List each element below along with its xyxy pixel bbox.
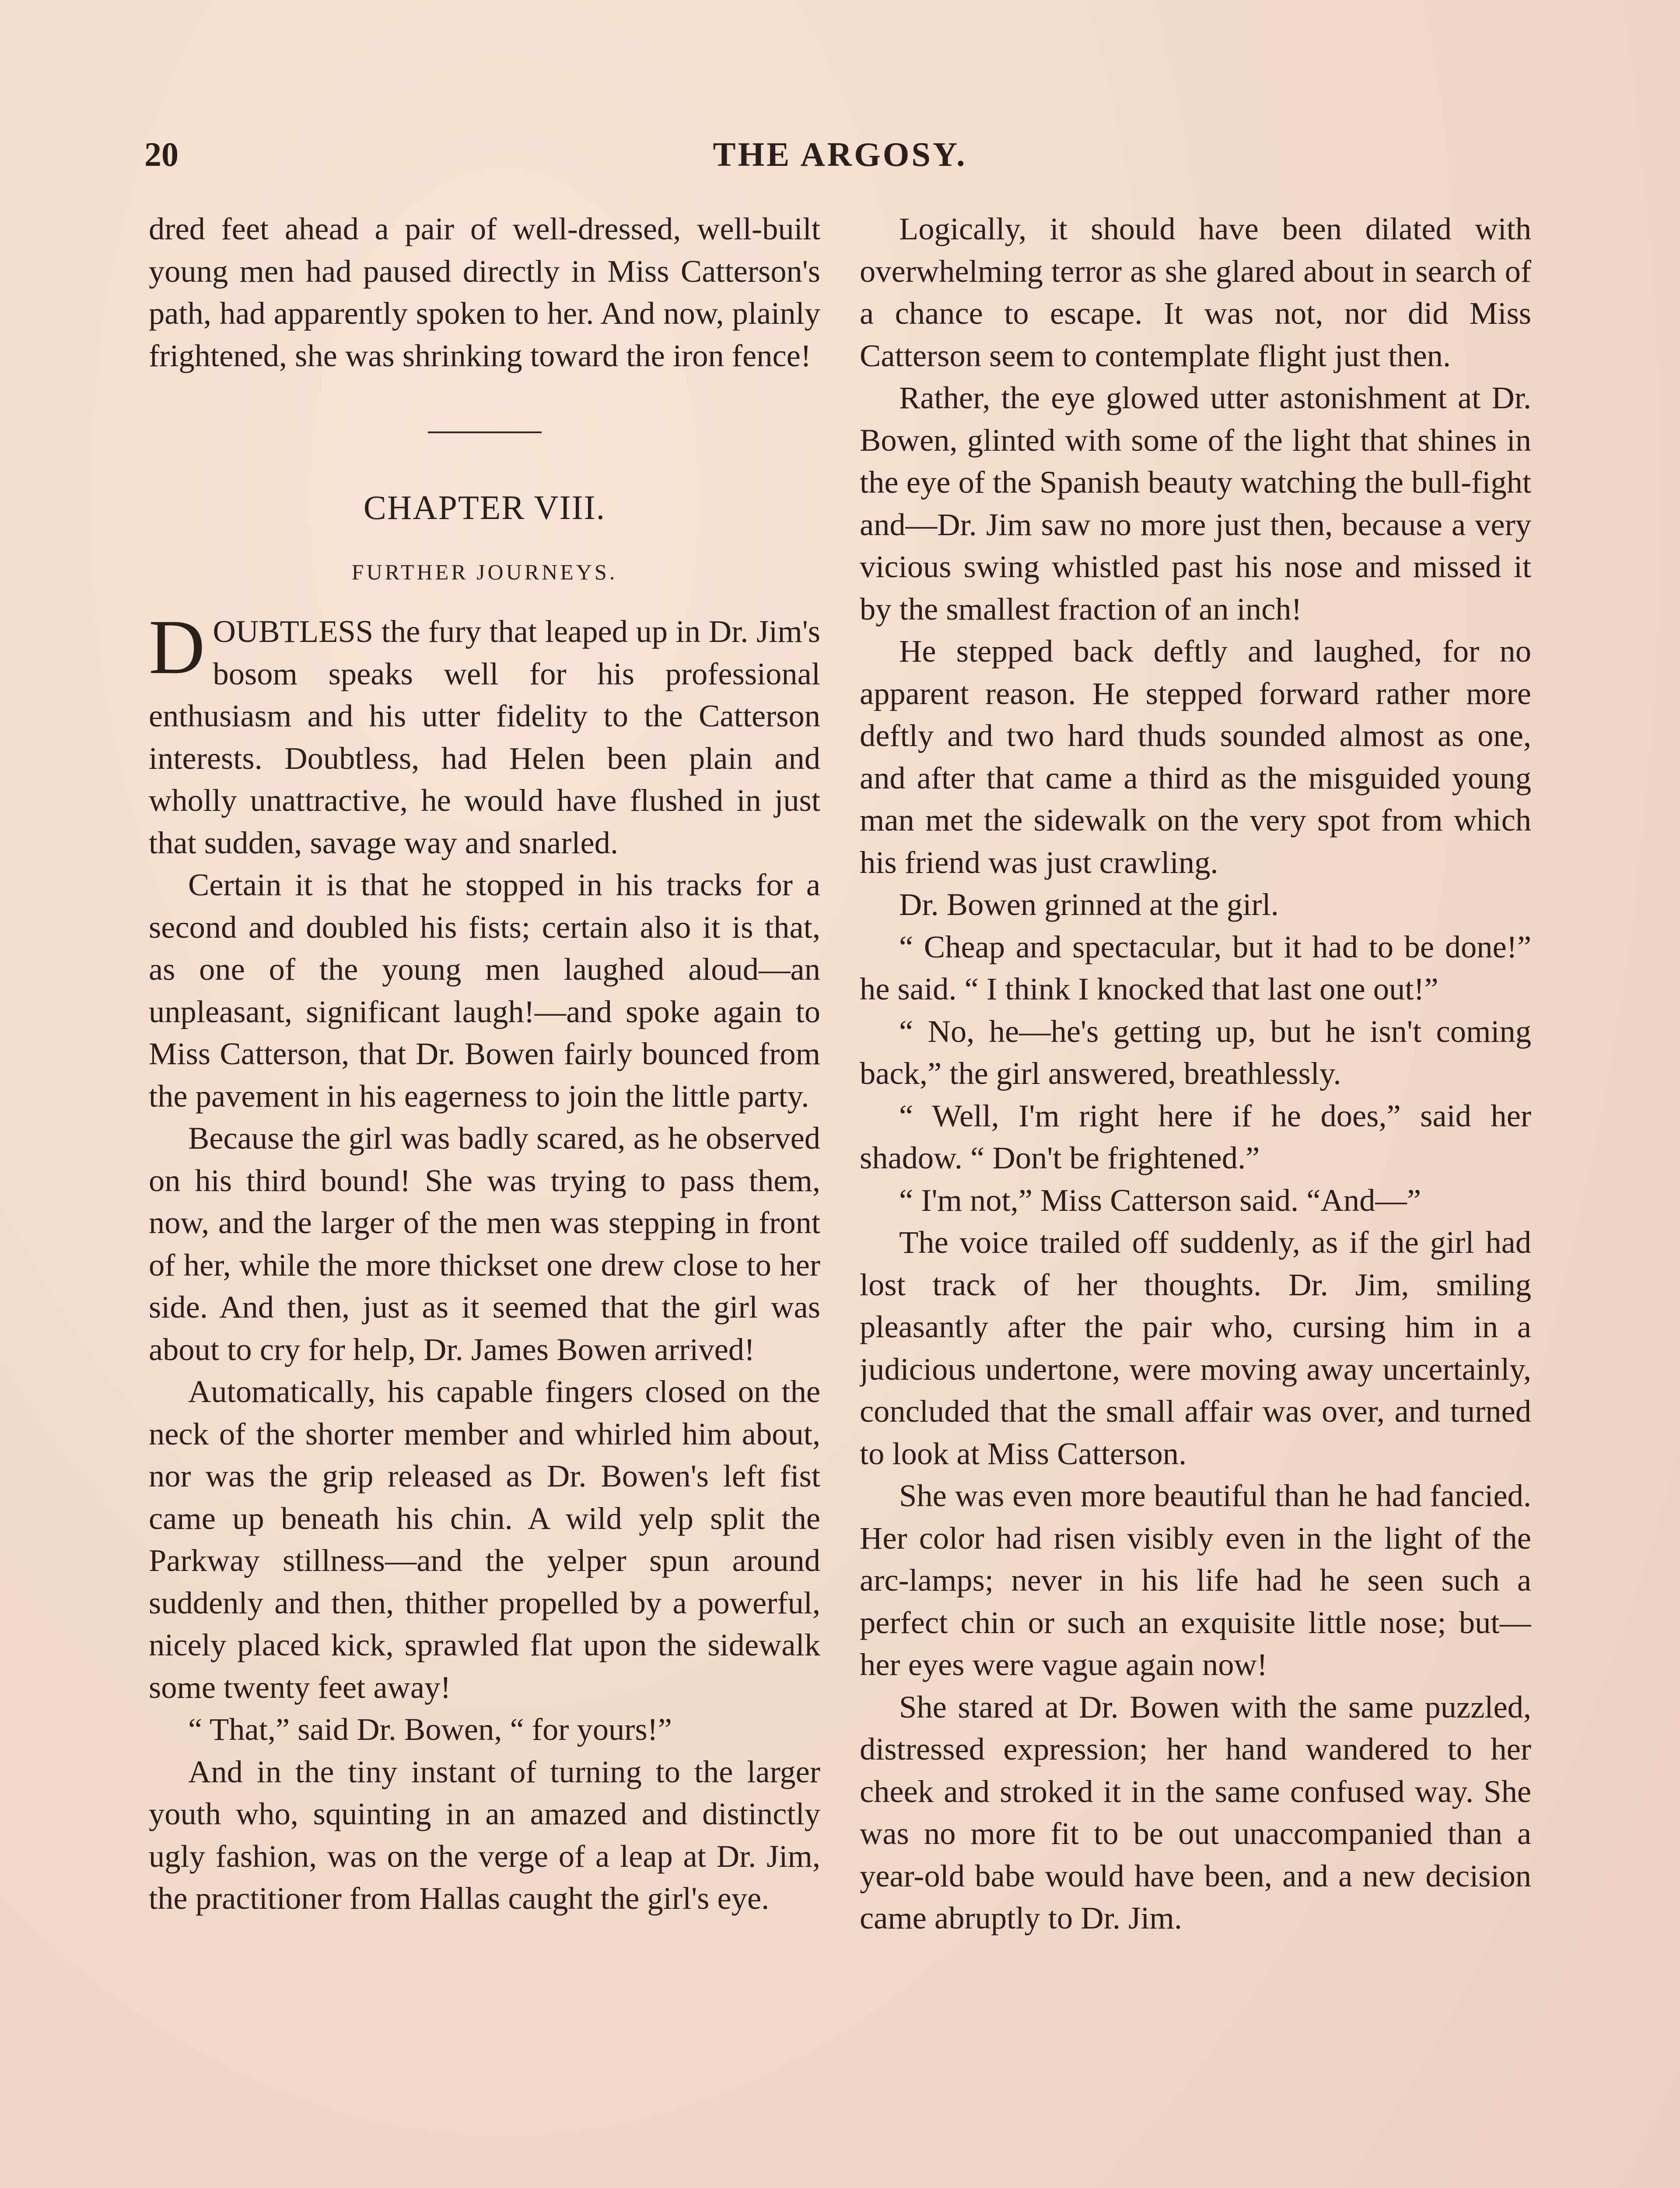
running-title: THE ARGOSY. bbox=[713, 135, 967, 173]
left-column bbox=[149, 208, 820, 2188]
paragraph: He stepped back deftly and laughed, for no apparent reason. He stepped forward rather more deftly and two hard thuds sounded almost as one, and after that came a third as the misguided young man met the sidewalk on the very spot from which his friend was just crawling. bbox=[860, 633, 1531, 880]
paragraph: Automatically, his capable fingers closed on the neck of the shorter member and whirled him about, nor was the grip released as Dr. Bowen's left fist came up beneath his chin. A wild yelp split the Parkway stillness—and the yelper spun around suddenly and then, thither propelled by a powerful, nicely placed kick, sprawled flat upon the sidewalk some twenty feet away! bbox=[149, 1374, 820, 1705]
paragraph: She stared at Dr. Bowen with the same puzzled, distressed expression; her hand wandered to her cheek and stroked it in the same confused way. She was no more fit to be out unaccompanied than a year-old babe would have been, and a new decision came abruptly to Dr. Jim. bbox=[860, 1689, 1531, 1936]
paragraph: “ I'm not,” Miss Catterson said. “And—” bbox=[899, 1182, 1421, 1218]
paragraph: And in the tiny instant of turning to the larger youth who, squinting in an amazed and distinctly ugly fashion, was on the verge of a leap at Dr. Jim, the practitioner from Hallas caught the girl's eye. bbox=[149, 1753, 820, 1916]
paragraph: dred feet ahead a pair of well-dressed, well-built young men had paused directly in Miss Catterson's path, had apparently spoken to her. And now, plainly frightened, she was shrinking toward the iron fence! bbox=[149, 211, 820, 373]
paragraph: “ No, he—he's getting up, but he isn't coming back,” the girl answered, breathlessly. bbox=[860, 1013, 1531, 1091]
paragraph: The voice trailed off suddenly, as if the girl had lost track of her thoughts. Dr. Jim, smiling pleasantly after the pair who, cursing him in a judicious undertone, were moving away uncertainly, concluded that the small affair was over, and turned to look at Miss Catterson. bbox=[860, 1224, 1531, 1471]
right-column bbox=[860, 208, 1531, 2188]
chapter-subtitle: FURTHER JOURNEYS. bbox=[351, 559, 618, 584]
paragraph: “ Well, I'm right here if he does,” said her shadow. “ Don't be frightened.” bbox=[860, 1098, 1531, 1175]
section-divider bbox=[428, 431, 542, 433]
paragraph: Dr. Bowen grinned at the girl. bbox=[899, 887, 1279, 922]
paragraph: Logically, it should have been dilated with overwhelming terror as she glared about in search of a chance to escape. It was not, nor did Miss Catterson seem to contemplate flight just then. bbox=[860, 211, 1531, 373]
chapter-heading: CHAPTER VIII. bbox=[363, 488, 606, 526]
paragraph: Rather, the eye glowed utter astonishment at Dr. Bowen, glinted with some of the light that shines in the eye of the Spanish beauty watching the bull-fight and—Dr. Jim saw no more just then, because a very vicious swing whistled past his nose and missed it by the smallest fraction of an inch! bbox=[860, 380, 1531, 627]
chapter-opening-paragraph bbox=[149, 603, 820, 864]
paragraph: She was even more beautiful than he had fancied. Her color had risen visibly even in the light of the arc-lamps; never in his life had he seen such a perfect chin or such an exquisite little nose; but—her eyes were vague again now! bbox=[860, 1478, 1531, 1682]
page-number: 20 bbox=[144, 135, 178, 173]
drop-cap: D bbox=[149, 603, 205, 690]
paragraph: “ That,” said Dr. Bowen, “ for yours!” bbox=[188, 1711, 672, 1747]
paragraph-text: OUBTLESS the fury that leaped up in Dr. Jim's bosom speaks well for his professional enthusiasm and his utter fidelity to the Catterson interests. Doubtless, had Helen been plain and wholly unattractive, he would have flushed in just that sudden, savage way and snarled. bbox=[149, 614, 820, 860]
paragraph: Certain it is that he stopped in his tracks for a second and doubled his fists; certain also it is that, as one of the young men laughed aloud—an unpleasant, significant laugh!—and spoke again to Miss Catterson, that Dr. Bowen fairly bounced from the pavement in his eagerness to join the little party. bbox=[149, 867, 820, 1114]
paragraph: “ Cheap and spectacular, but it had to be done!” he said. “ I think I knocked that last one out!” bbox=[860, 929, 1531, 1006]
paragraph: Because the girl was badly scared, as he observed on his third bound! She was trying to pass them, now, and the larger of the men was stepping in front of her, while the more thickset one drew close to her side. And then, just as it seemed that the girl was about to cry for help, Dr. James Bowen arrived! bbox=[149, 1120, 820, 1367]
page-header bbox=[144, 135, 1536, 179]
